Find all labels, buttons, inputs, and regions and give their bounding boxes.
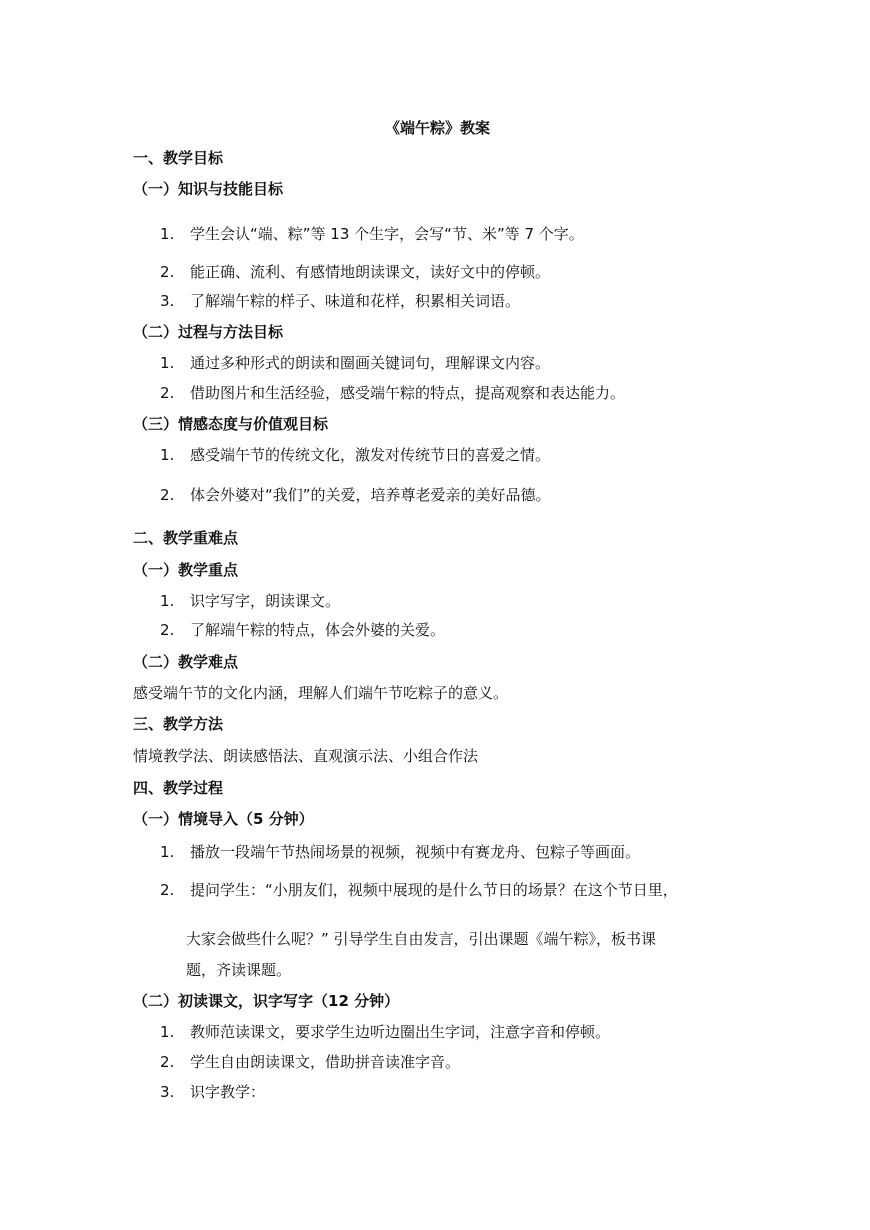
list-number: 3. — [160, 292, 175, 310]
subsection-heading: （一）知识与技能目标 — [133, 180, 284, 198]
subsection-heading: （二）初读课文，识字写字（12 分钟） — [133, 992, 400, 1010]
list-item — [160, 445, 550, 465]
list-item-text: 教师范读课文，要求学生边听边圈出生字词，注意字音和停顿。 — [190, 1023, 611, 1041]
list-item — [160, 485, 551, 505]
list-number: 2. — [160, 263, 175, 281]
subsection-heading: （二）教学难点 — [133, 653, 239, 671]
list-item-text: 能正确、流利、有感情地朗读课文，读好文中的停顿。 — [190, 263, 551, 281]
list-item — [160, 1052, 460, 1072]
list-item-text: 提问学生：“小朋友们，视频中展现的是什么节日的场景？在这个节日里， — [190, 881, 678, 899]
list-number: 1. — [160, 843, 175, 861]
list-item — [160, 620, 445, 640]
subsection-heading: （一）情境导入（5 分钟） — [133, 810, 314, 828]
list-item-text: 识字教学： — [190, 1083, 266, 1101]
list-item-text: 借助图片和生活经验，感受端午粽的特点，提高观察和表达能力。 — [190, 384, 626, 402]
list-item — [160, 842, 640, 862]
subsection-heading: （一）教学重点 — [133, 561, 239, 579]
list-item — [160, 880, 678, 900]
list-item-text: 体会外婆对“我们”的关爱，培养尊老爱亲的美好品德。 — [190, 486, 551, 504]
list-item — [160, 383, 625, 403]
list-item — [160, 291, 520, 311]
list-number: 2. — [160, 384, 175, 402]
list-item-text: 了解端午粽的样子、味道和花样，积累相关词语。 — [190, 292, 521, 310]
list-item-text: 感受端午节的传统文化，激发对传统节日的喜爱之情。 — [190, 446, 551, 464]
list-number: 1. — [160, 354, 175, 372]
list-item-text: 识字写字，朗读课文。 — [190, 592, 341, 610]
list-item — [160, 1082, 265, 1102]
list-number: 1. — [160, 592, 175, 610]
list-number: 2. — [160, 1053, 175, 1071]
list-number: 1. — [160, 225, 175, 243]
list-number: 2. — [160, 881, 175, 899]
subsection-heading: （三）情感态度与价值观目标 — [133, 415, 329, 433]
list-number: 2. — [160, 486, 175, 504]
list-item-text: 学生自由朗读课文，借助拼音读准字音。 — [190, 1053, 461, 1071]
list-number: 1. — [160, 1023, 175, 1041]
section-heading-2: 二、教学重难点 — [133, 529, 239, 547]
list-number: 1. — [160, 446, 175, 464]
list-item-text: 通过多种形式的朗读和圈画关键词句，理解课文内容。 — [190, 354, 551, 372]
list-item — [160, 353, 550, 373]
paragraph: 情境教学法、朗读感悟法、直观演示法、小组合作法 — [133, 747, 479, 765]
list-number: 2. — [160, 621, 175, 639]
subsection-heading: （二）过程与方法目标 — [133, 323, 284, 341]
list-item-text: 学生会认“端、粽”等 13 个生字，会写“节、米”等 7 个字。 — [190, 225, 584, 243]
list-item — [160, 591, 340, 611]
list-item-continuation: 大家会做些什么呢？” 引导学生自由发言，引出课题《端午粽》，板书课 — [186, 930, 657, 948]
doc-title: 《端午粽》教案 — [385, 119, 491, 137]
paragraph: 感受端午节的文化内涵，理解人们端午节吃粽子的意义。 — [133, 684, 509, 702]
list-item-continuation: 题，齐读课题。 — [186, 961, 292, 979]
list-item — [160, 262, 550, 282]
list-item — [160, 1022, 610, 1042]
list-item-text: 了解端午粽的特点，体会外婆的关爱。 — [190, 621, 446, 639]
list-item — [160, 224, 584, 244]
list-item-text: 播放一段端午节热闹场景的视频，视频中有赛龙舟、包粽子等画面。 — [190, 843, 641, 861]
section-heading-1: 一、教学目标 — [133, 149, 224, 167]
section-heading-3: 三、教学方法 — [133, 715, 224, 733]
list-number: 3. — [160, 1083, 175, 1101]
section-heading-4: 四、教学过程 — [133, 779, 224, 797]
